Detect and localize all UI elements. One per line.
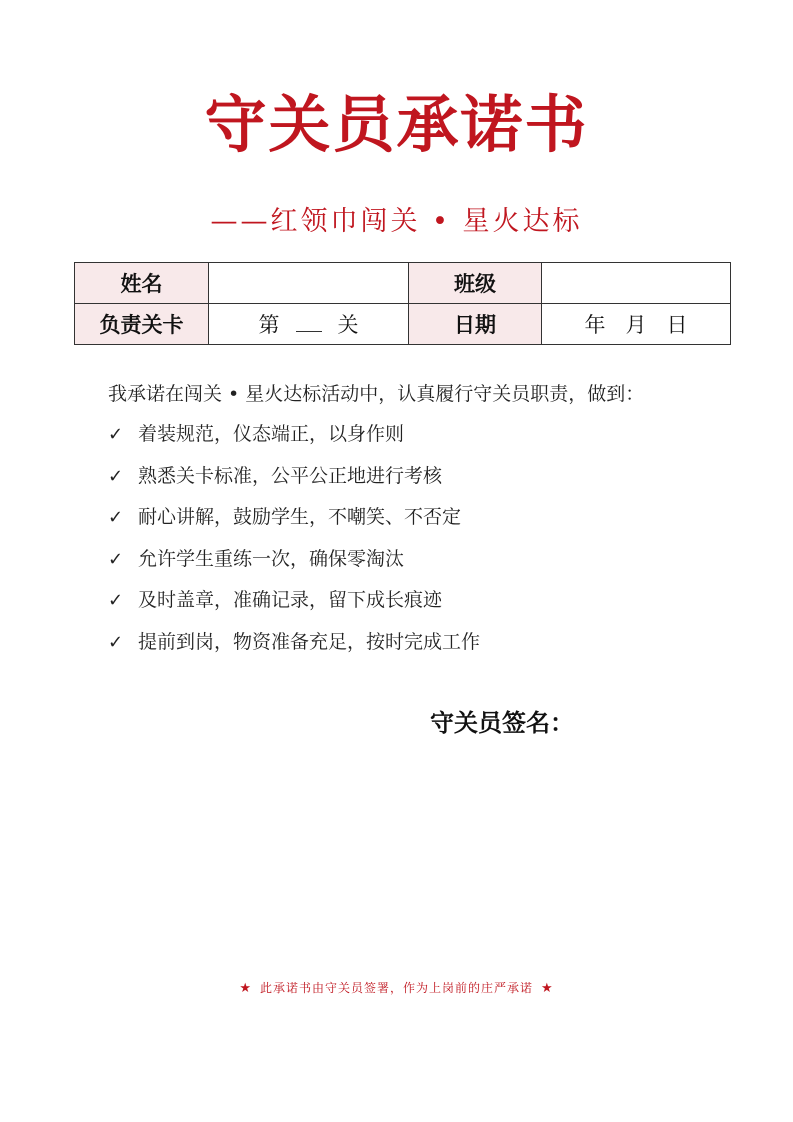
pledge-list xyxy=(108,420,480,670)
document-title: 守关员承诺书 xyxy=(204,88,589,161)
list-item xyxy=(108,462,480,504)
pledge-intro: 我承诺在闯关 • 星火达标活动中，认真履行守关员职责，做到： xyxy=(108,383,645,405)
class-field[interactable] xyxy=(542,263,731,304)
check-icon: ✓ xyxy=(108,465,124,487)
level-prefix: 第 xyxy=(258,313,280,337)
list-item xyxy=(108,628,480,670)
check-icon: ✓ xyxy=(108,548,124,570)
date-day: 日 xyxy=(666,313,688,337)
level-field[interactable] xyxy=(209,304,409,345)
level-suffix: 关 xyxy=(337,313,359,337)
date-label: 日期 xyxy=(409,304,542,345)
list-item xyxy=(108,503,480,545)
check-icon: ✓ xyxy=(108,631,124,653)
table-row xyxy=(75,263,731,304)
info-table xyxy=(74,262,731,345)
date-month: 月 xyxy=(625,313,647,337)
check-icon: ✓ xyxy=(108,590,124,612)
list-item xyxy=(108,586,480,628)
level-blank[interactable] xyxy=(296,317,322,332)
check-icon: ✓ xyxy=(108,424,124,445)
list-item-text: 提前到岗，物资准备充足，按时完成工作 xyxy=(138,630,481,653)
name-label: 姓名 xyxy=(75,263,209,304)
date-year: 年 xyxy=(584,313,606,337)
list-item xyxy=(108,420,480,462)
date-field[interactable] xyxy=(542,304,731,345)
list-item-text: 耐心讲解，鼓励学生，不嘲笑、不否定 xyxy=(138,506,462,529)
footer-note xyxy=(0,978,793,999)
list-item-text: 熟悉关卡标准，公平公正地进行考核 xyxy=(138,464,443,487)
star-icon: ★ xyxy=(239,981,252,996)
list-item xyxy=(108,545,480,587)
name-field[interactable] xyxy=(209,263,409,304)
document-subtitle: ——红领巾闯关 • 星火达标 xyxy=(210,206,583,237)
table-row xyxy=(75,304,731,345)
class-label: 班级 xyxy=(409,263,542,304)
list-item-text: 着装规范，仪态端正，以身作则 xyxy=(138,423,405,445)
footer-text: 此承诺书由守关员签署，作为上岗前的庄严承诺 xyxy=(259,981,533,995)
list-item-text: 允许学生重练一次，确保零淘汰 xyxy=(138,547,405,570)
signature-label: 守关员签名： xyxy=(430,709,574,737)
star-icon: ★ xyxy=(541,981,554,996)
check-icon: ✓ xyxy=(108,507,124,529)
level-label: 负责关卡 xyxy=(75,304,209,345)
list-item-text: 及时盖章，准确记录，留下成长痕迹 xyxy=(138,589,443,612)
